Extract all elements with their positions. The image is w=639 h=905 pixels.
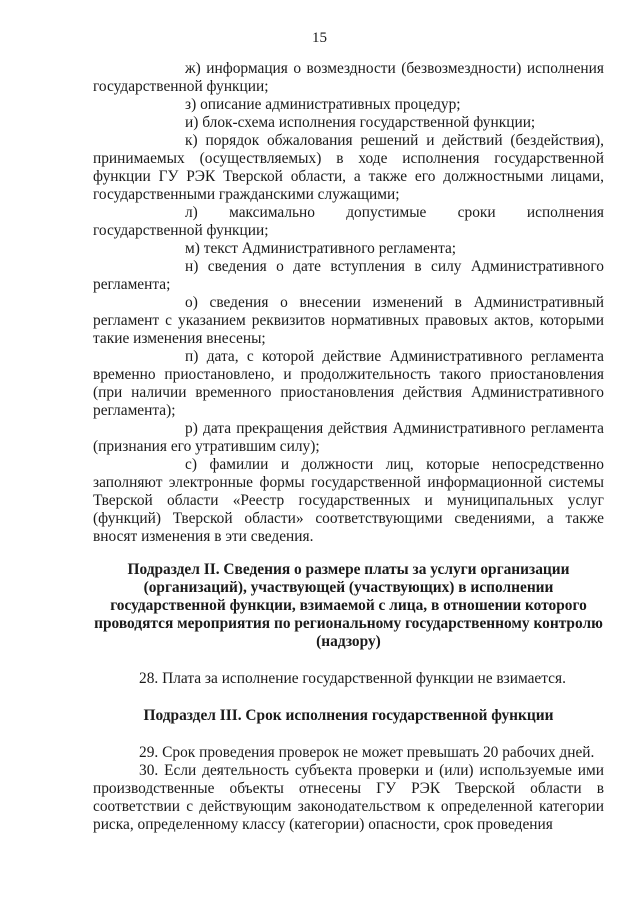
list-item: [93, 348, 604, 420]
list-item-text: блок-схема исполнения государственной функции;: [202, 114, 536, 131]
paragraph-text: Срок проведения проверок не может превышать 20 рабочих дней.: [162, 744, 595, 761]
paragraph-text: Если деятельность субъекта проверки и (или) используемые ими производственные объекты отнесены ГУ РЭК Тверской области в соответствии с действующим законодательством к определенной категории риска, определенному классу (категории) опасности, срок проведения: [93, 762, 604, 833]
list-item-text: текст Административного регламента;: [203, 240, 457, 257]
list-item-text: описание административных процедур;: [200, 96, 461, 113]
list-item-marker: с): [185, 456, 197, 473]
list-item-marker: н): [185, 258, 199, 275]
list-item-text: сведения о дате вступления в силу Административного регламента;: [93, 258, 604, 293]
list-item: [93, 114, 604, 132]
list-item-text: дата прекращения действия Административного регламента (признания его утратившим силу);: [93, 420, 605, 455]
paragraph-number: 28.: [139, 670, 159, 687]
list-item-text: фамилии и должности лиц, которые непосредственно заполняют электронные формы государственной информационной системы Тверской области «Реестр государственных и муниципальных услуг (функций) Тверской области» соответствующими сведениями, а также вносят изменения в эти сведения.: [93, 456, 604, 545]
list-item-marker: и): [185, 114, 199, 131]
paragraph-number: 30.: [139, 762, 159, 779]
list-item: [93, 258, 604, 294]
list-item-text: сведения о внесении изменений в Административный регламент с указанием реквизитов нормативных правовых актов, которыми такие изменения внесены;: [93, 294, 604, 347]
subsection-3-heading: Подраздел III. Срок исполнения государственной функции: [143, 707, 554, 724]
list-item: [93, 132, 604, 204]
paragraph-text: Плата за исполнение государственной функции не взимается.: [162, 670, 566, 687]
list-item: [93, 96, 604, 114]
list-item-text: информация о возмездности (безвозмездности) исполнения государственной функции;: [93, 60, 604, 95]
page-number: 15: [312, 30, 327, 46]
list-item-marker: ж): [185, 60, 201, 77]
list-item: [93, 240, 604, 258]
subsection-2-heading: Подраздел II. Сведения о размере платы за услуги организации (организаций), участвующей (участвующих) в исполнении государственной функции, взимаемой с лица, в отношении которого проводятся мероприятия по региональному государственному контролю (надзору): [94, 561, 603, 650]
list-item: [93, 204, 604, 240]
paragraph-30: [93, 762, 604, 834]
list-item: [93, 294, 604, 348]
list-item-marker: з): [185, 96, 197, 113]
list-item-marker: к): [185, 132, 198, 149]
list-item-marker: о): [185, 294, 198, 311]
list-item-marker: р): [185, 420, 198, 437]
list-item: [93, 456, 604, 546]
paragraph-number: 29.: [139, 744, 159, 761]
paragraph-28: [93, 670, 604, 688]
paragraph-29: [93, 744, 604, 762]
list-item-text: максимально допустимые сроки исполнения государственной функции;: [93, 204, 604, 239]
document-body: [93, 60, 604, 834]
list-item: [93, 420, 604, 456]
list-item-text: порядок обжалования решений и действий (бездействия), принимаемых (осуществляемых) в ходе исполнения государственной функции ГУ РЭК Тверской области, а также его должностными лицами, государственными гражданскими служащими;: [93, 132, 604, 203]
list-item-marker: л): [185, 204, 198, 221]
list-item-marker: м): [185, 240, 200, 257]
list-item: [93, 60, 604, 96]
list-item-text: дата, с которой действие Административного регламента временно приостановлено, и продолжительность такого приостановления (при наличии временного приостановления действия Административного регламента);: [93, 348, 604, 419]
list-item-marker: п): [185, 348, 199, 365]
